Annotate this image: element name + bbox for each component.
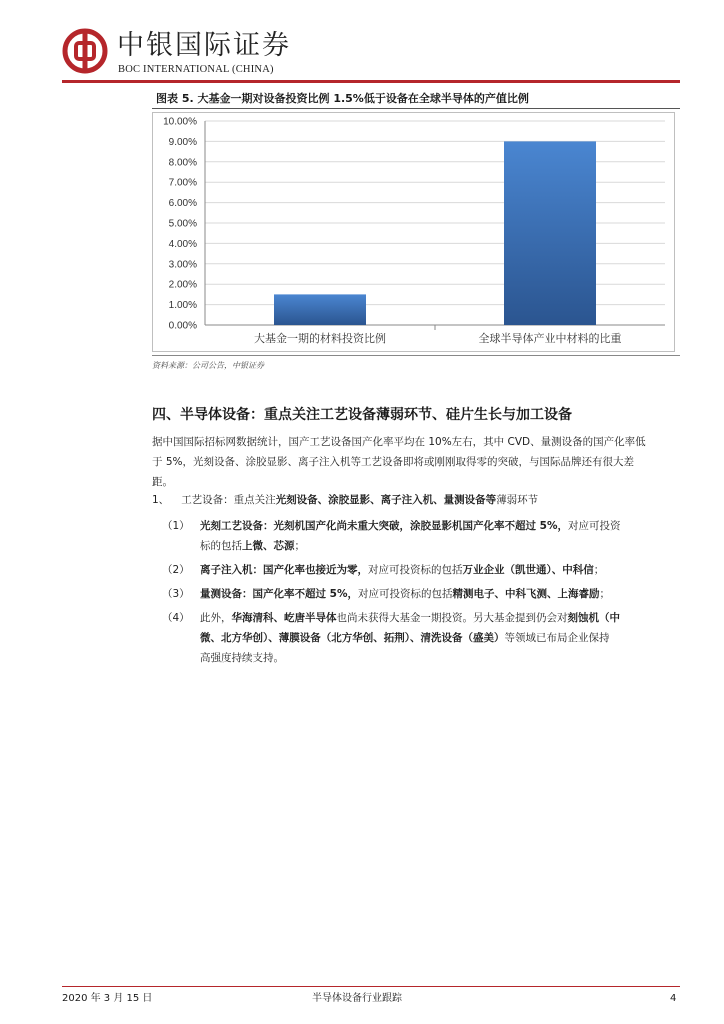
y-tick-label: 3.00% xyxy=(168,259,197,271)
sub-text-bold: 精测电子、中科飞测、上海睿励 xyxy=(452,588,600,600)
boc-logo-icon xyxy=(62,28,108,74)
sub-text-bold: 离子注入机：国产化率也接近为零， xyxy=(200,564,368,576)
paragraph-line: 于 5%，光刻设备、涂胶显影、离子注入机等工艺设备即将或刚刚取得零的突破，与国际品牌还有很大差 xyxy=(152,456,634,468)
y-tick-label: 8.00% xyxy=(168,157,197,169)
sub-text: 高强度持续支持。 xyxy=(200,652,284,664)
section-title: 四、半导体设备：重点关注工艺设备薄弱环节、硅片生长与加工设备 xyxy=(152,407,572,423)
sub-text: 等领域已布局企业保持 xyxy=(504,632,610,644)
brand-name-en: BOC INTERNATIONAL (CHINA) xyxy=(118,64,274,75)
y-tick-label: 0.00% xyxy=(168,320,197,332)
sub-text: ； xyxy=(599,588,610,600)
y-tick-label: 1.00% xyxy=(168,300,197,312)
paragraph-line: 据中国国际招标网数据统计，国产工艺设备国产化率平均在 10%左右，其中 CVD、量测设备的国产化率低 xyxy=(152,436,646,448)
y-tick-label: 6.00% xyxy=(168,198,197,210)
sub-item-1-line xyxy=(200,516,620,536)
y-tick-label: 2.00% xyxy=(168,279,197,291)
sub-text: ； xyxy=(593,564,605,576)
sub-text-bold: 光刻工艺设备：光刻机国产化尚未重大突破，涂胶显影机国产化率不超过 5%， xyxy=(200,520,568,532)
sub-number: （2） xyxy=(162,564,190,576)
sub-text-bold: 刻蚀机（中 xyxy=(567,612,620,624)
sub-item-4-line xyxy=(200,648,284,668)
header-divider xyxy=(62,80,680,83)
x-category-label: 大基金一期的材料投资比例 xyxy=(254,332,386,345)
sub-item-2-line xyxy=(200,560,604,580)
bar xyxy=(274,294,366,325)
sub-text-bold: 华海清科、屹唐半导体 xyxy=(231,612,337,624)
sub-text-bold: 微、北方华创）、薄膜设备（北方华创、拓荆）、清洗设备（盛美） xyxy=(200,632,505,644)
sub-text: 此外， xyxy=(200,612,232,624)
figure-top-divider xyxy=(152,108,680,109)
footer-title: 半导体设备行业跟踪 xyxy=(312,993,402,1004)
sub-text: 对应可投资标的包括 xyxy=(357,588,453,600)
sub-item-4-line xyxy=(200,628,610,648)
y-tick-label: 10.00% xyxy=(163,116,197,128)
x-category-label: 全球半导体产业中材料的比重 xyxy=(478,332,622,345)
sub-item-1-line xyxy=(200,536,305,556)
list-text: 工艺设备：重点关注 xyxy=(181,494,276,506)
sub-text-bold: 量测设备：国产化率不超过 5%， xyxy=(200,588,358,600)
bar-chart-svg xyxy=(152,112,675,352)
list-number: 1、 xyxy=(152,494,170,506)
y-tick-label: 9.00% xyxy=(168,136,197,148)
y-tick-label: 5.00% xyxy=(168,218,197,230)
figure-title: 图表 5. 大基金一期对设备投资比例 1.5%低于设备在全球半导体的产值比例 xyxy=(156,92,529,105)
chart-frame xyxy=(153,113,675,352)
footer-date: 2020 年 3 月 15 日 xyxy=(62,993,153,1004)
sub-text-bold: 上微、芯源 xyxy=(242,540,295,552)
sub-text: 也尚未获得大基金一期投资。另大基金提到仍会对 xyxy=(336,612,568,624)
list-item-1 xyxy=(152,490,538,510)
bar-chart xyxy=(152,112,675,352)
bar xyxy=(504,141,596,325)
sub-number: （1） xyxy=(162,520,190,532)
paragraph-line: 距。 xyxy=(152,476,173,488)
sub-text: 对应可投资标的包括 xyxy=(368,564,463,576)
figure-bottom-divider xyxy=(152,355,680,356)
sub-text: 对应可投资 xyxy=(567,520,621,532)
sub-number: （3） xyxy=(162,588,190,600)
footer-divider xyxy=(62,986,680,987)
brand-name-cn: 中银国际证券 xyxy=(117,30,291,61)
list-text-bold: 光刻设备、涂胶显影、离子注入机、量测设备等 xyxy=(275,494,497,506)
sub-text: ； xyxy=(294,540,305,552)
list-text: 薄弱环节 xyxy=(496,494,539,506)
sub-text-bold: 万业企业（凯世通）、中科信 xyxy=(462,564,594,576)
sub-item-3-line xyxy=(200,584,610,604)
sub-item-4-line xyxy=(200,608,620,628)
sub-number: （4） xyxy=(162,612,190,624)
y-tick-label: 7.00% xyxy=(168,177,197,189)
figure-source: 资料来源：公司公告，中银证券 xyxy=(152,361,264,370)
y-tick-label: 4.00% xyxy=(168,238,197,250)
page-number: 4 xyxy=(670,993,677,1004)
sub-text: 标的包括 xyxy=(200,540,242,552)
